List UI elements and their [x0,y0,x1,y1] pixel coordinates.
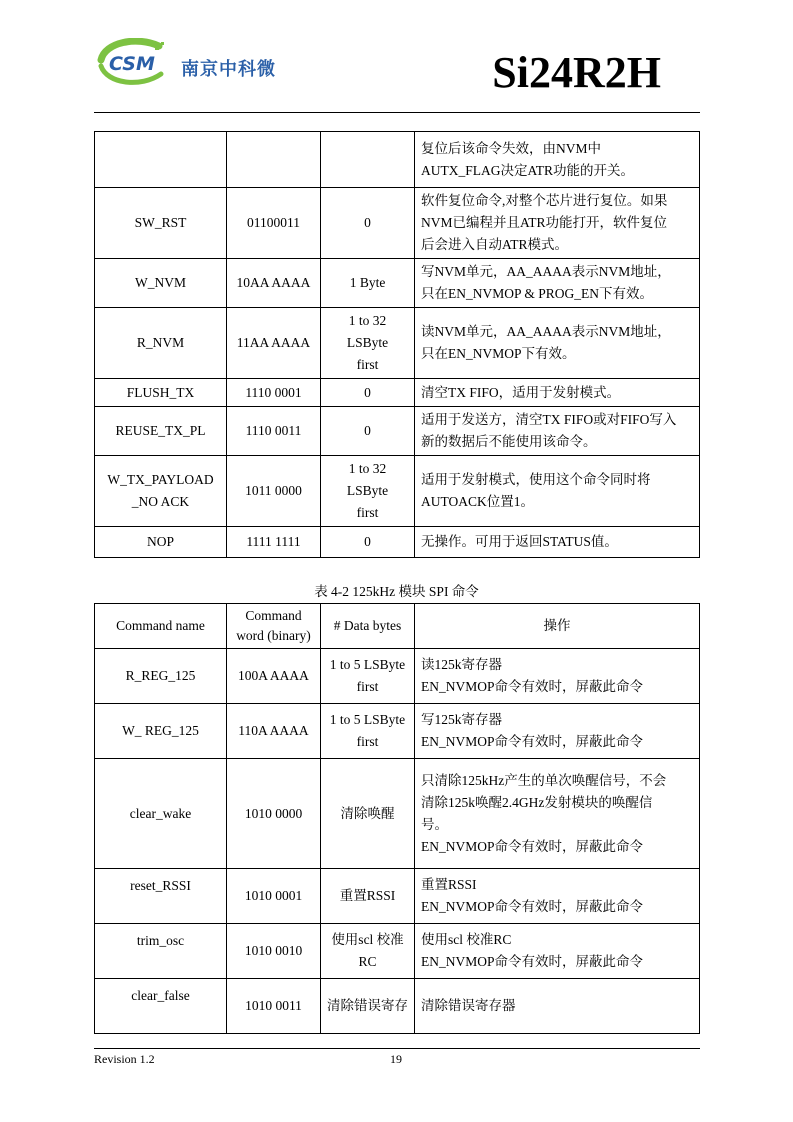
command-word-cell: 1010 0011 [227,979,321,1034]
header-divider [94,112,700,113]
table-header-row [95,604,700,649]
spi-command-table [94,603,700,1034]
footer-divider [94,1048,700,1049]
command-name-cell: W_NVM [95,259,227,308]
data-bytes-cell: 0 [321,188,415,259]
data-bytes-cell: 0 [321,407,415,456]
data-bytes-cell: 重置RSSI [321,869,415,924]
command-word-cell [227,132,321,188]
command-name-cell: clear_wake [95,759,227,869]
header-command-word: Command word (binary) [227,604,321,649]
command-name-cell: NOP [95,527,227,558]
nvm-command-table [94,131,700,558]
command-word-cell: 1010 0010 [227,924,321,979]
data-bytes-cell: 1 to 5 LSByte first [321,649,415,704]
command-name-cell: FLUSH_TX [95,379,227,407]
description-cell: 读NVM单元，AA_AAAA表示NVM地址， 只在EN_NVMOP下有效。 [415,308,700,379]
description-cell: 清除错误寄存器 [415,979,700,1034]
table-row [95,188,700,259]
data-bytes-cell: 0 [321,527,415,558]
description-cell: 软件复位命令,对整个芯片进行复位。如果 NVM已编程并且ATR功能打开，软件复位 后会进入自动ATR模式。 [415,188,700,259]
table-row [95,924,700,979]
header-operation: 操作 [415,604,700,649]
data-bytes-cell: 1 to 5 LSByte first [321,704,415,759]
table-row [95,379,700,407]
command-word-cell: 1011 0000 [227,456,321,527]
logo-text: CSM [109,53,155,75]
description-cell: 写125k寄存器 EN_NVMOP命令有效时，屏蔽此命令 [415,704,700,759]
command-word-cell: 110A AAAA [227,704,321,759]
table-row [95,407,700,456]
company-name: 南京中科微 [181,59,276,80]
description-cell: 适用于发射模式，使用这个命令同时将 AUTOACK位置1。 [415,456,700,527]
description-cell: 重置RSSI EN_NVMOP命令有效时，屏蔽此命令 [415,869,700,924]
command-name-cell: trim_osc [95,924,227,979]
data-bytes-cell [321,132,415,188]
header-data-bytes: # Data bytes [321,604,415,649]
table-row [95,979,700,1034]
command-word-cell: 01100011 [227,188,321,259]
table-row [95,649,700,704]
command-name-cell [95,132,227,188]
revision-label: Revision 1.2 [94,1052,155,1066]
command-name-cell: reset_RSSI [95,869,227,924]
table-row [95,456,700,527]
command-word-cell: 1111 1111 [227,527,321,558]
command-word-cell: 1110 0001 [227,379,321,407]
command-name-cell: REUSE_TX_PL [95,407,227,456]
header-command-name: Command name [95,604,227,649]
table-row [95,869,700,924]
command-word-cell: 1110 0011 [227,407,321,456]
description-cell: 只清除125kHz产生的单次唤醒信号，不会 清除125k唤醒2.4GHz发射模块的唤醒信 号。 EN_NVMOP命令有效时，屏蔽此命令 [415,759,700,869]
table-row [95,759,700,869]
table-row [95,259,700,308]
data-bytes-cell: 1 to 32 LSByte first [321,456,415,527]
data-bytes-cell: 1 to 32 LSByte first [321,308,415,379]
data-bytes-cell: 使用scl 校准 RC [321,924,415,979]
command-name-cell: W_ REG_125 [95,704,227,759]
description-cell: 读125k寄存器 EN_NVMOP命令有效时，屏蔽此命令 [415,649,700,704]
command-name-cell: clear_false [95,979,227,1034]
table-row [95,704,700,759]
table-row [95,308,700,379]
document-title: Si24R2H [492,48,661,97]
table-caption: 表 4-2 125kHz 模块 SPI 命令 [314,584,479,599]
description-cell: 复位后该命令失效，由NVM中 AUTX_FLAG决定ATR功能的开关。 [415,132,700,188]
data-bytes-cell: 1 Byte [321,259,415,308]
command-name-cell: R_NVM [95,308,227,379]
description-cell: 无操作。可用于返回STATUS值。 [415,527,700,558]
command-name-cell: W_TX_PAYLOAD _NO ACK [95,456,227,527]
description-cell: 适用于发送方，清空TX FIFO或对FIFO写入 新的数据后不能使用该命令。 [415,407,700,456]
data-bytes-cell: 0 [321,379,415,407]
command-word-cell: 11AA AAAA [227,308,321,379]
command-word-cell: 10AA AAAA [227,259,321,308]
data-bytes-cell: 清除错误寄存 [321,979,415,1034]
page-number: 19 [390,1052,402,1066]
description-cell: 清空TX FIFO，适用于发射模式。 [415,379,700,407]
command-name-cell: SW_RST [95,188,227,259]
command-word-cell: 1010 0000 [227,759,321,869]
description-cell: 写NVM单元，AA_AAAA表示NVM地址， 只在EN_NVMOP & PROG_EN下有效。 [415,259,700,308]
table-row [95,527,700,558]
data-bytes-cell: 清除唤醒 [321,759,415,869]
command-name-cell: R_REG_125 [95,649,227,704]
command-word-cell: 100A AAAA [227,649,321,704]
command-word-cell: 1010 0001 [227,869,321,924]
description-cell: 使用scl 校准RC EN_NVMOP命令有效时，屏蔽此命令 [415,924,700,979]
table-row [95,132,700,188]
